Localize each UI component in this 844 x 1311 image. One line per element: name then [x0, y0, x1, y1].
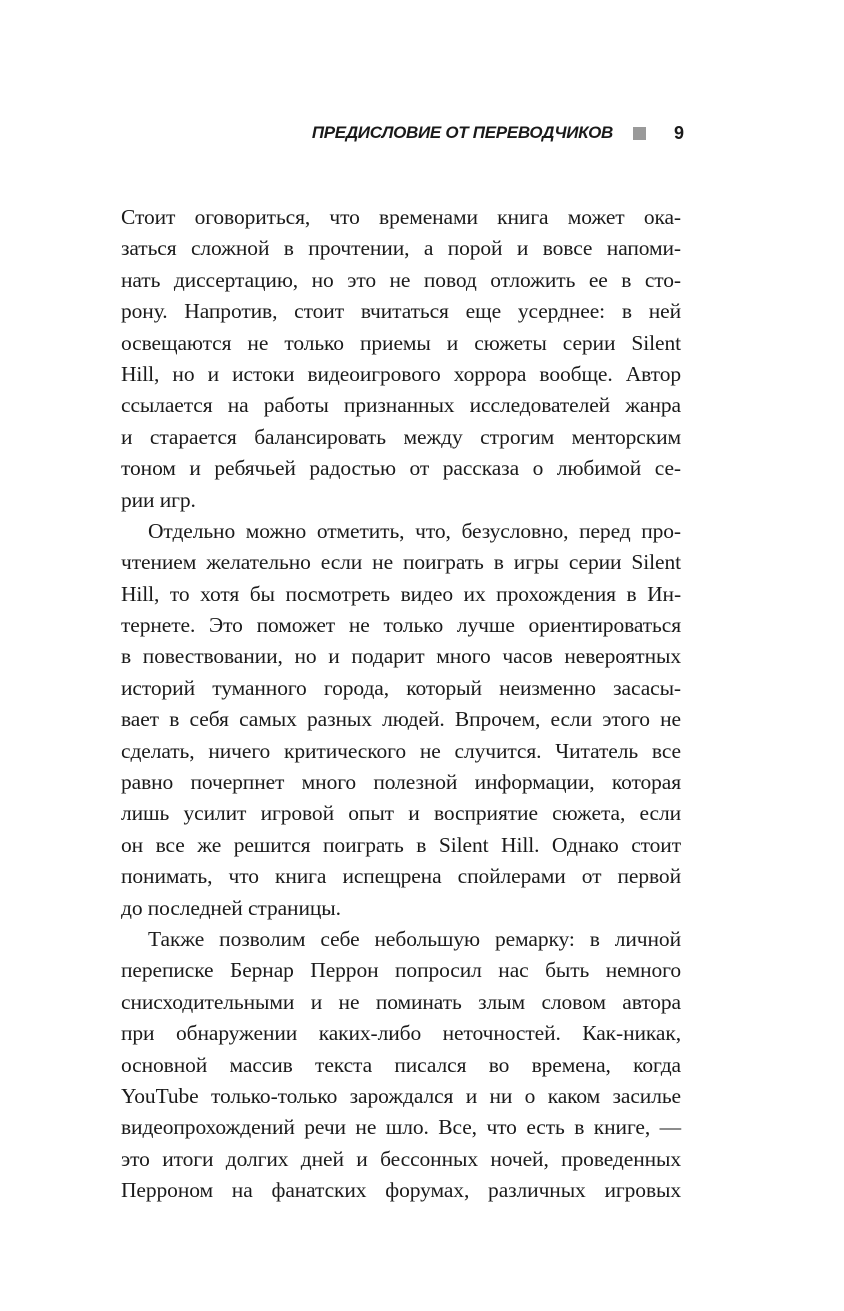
text-line: ссылается на работы признанных исследователей жанра [121, 393, 681, 418]
running-head [312, 118, 684, 148]
text-line: сделать, ничего критического не случится. Читатель все [121, 738, 681, 763]
text-line: в повествовании, но и подарит много часов невероятных [121, 644, 681, 669]
text-line: лишь усилит игровой опыт и восприятие сюжета, если [121, 801, 681, 826]
text-line: снисходительными и не поминать злым словом автора [121, 989, 681, 1014]
page-number: 9 [673, 122, 684, 143]
text-line: тоном и ребячьей радостью от рассказа о любимой се- [121, 456, 681, 481]
text-line: Отдельно можно отметить, что, безусловно, перед про- [148, 518, 681, 543]
text-line: и старается балансировать между строгим менторским [121, 424, 681, 449]
text-line: YouTube только-только зарождался и ни о каком засилье [121, 1083, 681, 1108]
body-text [121, 202, 681, 1207]
text-line: Также позволим себе небольшую ремарку: в личной [148, 926, 681, 951]
text-line: до последней страницы. [121, 895, 341, 920]
text-line: вает в себя самых разных людей. Впрочем, если этого не [121, 707, 681, 732]
text-line: переписке Бернар Перрон попросил нас быть немного [121, 958, 681, 983]
text-line: заться сложной в прочтении, а порой и вовсе напоми- [121, 236, 681, 261]
chapter-title: ПРЕДИСЛОВИЕ ОТ ПЕРЕВОДЧИКОВ [311, 123, 613, 142]
text-line: основной массив текста писался во времена, когда [121, 1052, 681, 1077]
separator-square-icon [633, 127, 646, 140]
text-line: рии игр. [121, 487, 196, 512]
text-line: он все же решится поиграть в Silent Hill. Однако стоит [121, 832, 681, 857]
text-line: видеопрохождений речи не шло. Все, что есть в книге, — [121, 1115, 681, 1140]
text-line: при обнаружении каких-либо неточностей. Как-никак, [121, 1021, 681, 1046]
text-line: Hill, то хотя бы посмотреть видео их прохождения в Ин- [121, 581, 681, 606]
text-line: историй туманного города, который неизменно засасы- [121, 675, 681, 700]
text-line: Стоит оговориться, что временами книга может ока- [121, 205, 681, 229]
text-line: нать диссертацию, но это не повод отложить ее в сто- [121, 267, 681, 292]
text-line: рону. Напротив, стоит вчитаться еще усерднее: в ней [121, 299, 681, 324]
text-line: равно почерпнет много полезной информации, которая [121, 770, 681, 795]
text-line: чтением желательно если не поиграть в игры серии Silent [121, 550, 681, 575]
text-line: Перроном на фанатских форумах, различных игровых [121, 1178, 681, 1203]
text-line: освещаются не только приемы и сюжеты серии Silent [121, 330, 681, 355]
text-line: это итоги долгих дней и бессонных ночей, проведенных [121, 1146, 681, 1171]
text-line: понимать, что книга испещрена спойлерами от первой [121, 864, 681, 889]
text-line: тернете. Это поможет не только лучше ориентироваться [121, 613, 681, 638]
text-line: Hill, но и истоки видеоигрового хоррора вообще. Автор [121, 361, 681, 386]
